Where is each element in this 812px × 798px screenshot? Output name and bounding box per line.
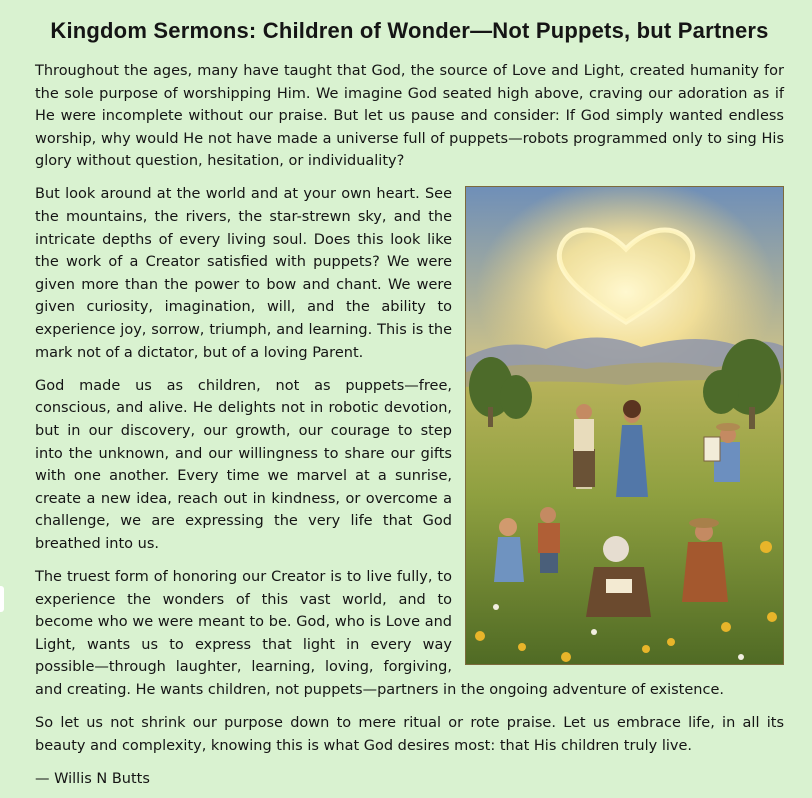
sermon-page [35,16,784,790]
side-edge-tab[interactable] [0,586,4,612]
paragraph-2: But look around at the world and at your own heart. See the mountains, the rivers, the star-strewn sky, and the intricate depths of every living soul. Does this look like the work of a Creator satisfied with puppets? We were given more than the power to bow and chant. We were given curiosity, imagination, will, and the ability to experience joy, sorrow, triumph, and learning. This is the mark not of a dictator, but of a loving Parent. [35,186,452,361]
paragraph-1: Throughout the ages, many have taught that God, the source of Love and Light, created humanity for the sole purpose of worshipping Him. We imagine God seated high above, craving our adoration as if He were incomplete without our praise. But let us pause and consider: If God simply wanted endless worship, why would He not have made a universe full of puppets—robots programmed only to sing His glory without question, hesitation, or individuality? [35,63,784,170]
paragraph-5: So let us not shrink our purpose down to mere ritual or rote praise. Let us embrace life, in all its beauty and complexity, knowing this is what God desires most: that His children truly live. [35,715,784,754]
page-title: Kingdom Sermons: Children of Wonder—Not Puppets, but Partners [50,18,769,43]
painting-illustration [465,186,784,665]
paragraph-4: The truest form of honoring our Creator is to live fully, to experience the wonders of this vast world, and to become who we were meant to be. God, who is Love and Light, wants us to express that light in every way possible—through laughter, learning, loving, forgiving, and creating. He wants children, not puppets—partners in the ongoing adventure of existence. [35,568,724,698]
paragraph-3: God made us as children, not as puppets—free, conscious, and alive. He delights not in robotic devotion, but in our discovery, our growth, our courage to step into the unknown, and our willingness to share our gifts with one another. Every time we marvel at a sunrise, create a new idea, reach out in kindness, or overcome a challenge, we are expressing the very life that God breathed into us. [35,377,452,552]
signature: — Willis N Butts [35,770,150,787]
article-body [35,60,784,790]
painting-heart-sky-family-meadow-icon [466,187,784,665]
